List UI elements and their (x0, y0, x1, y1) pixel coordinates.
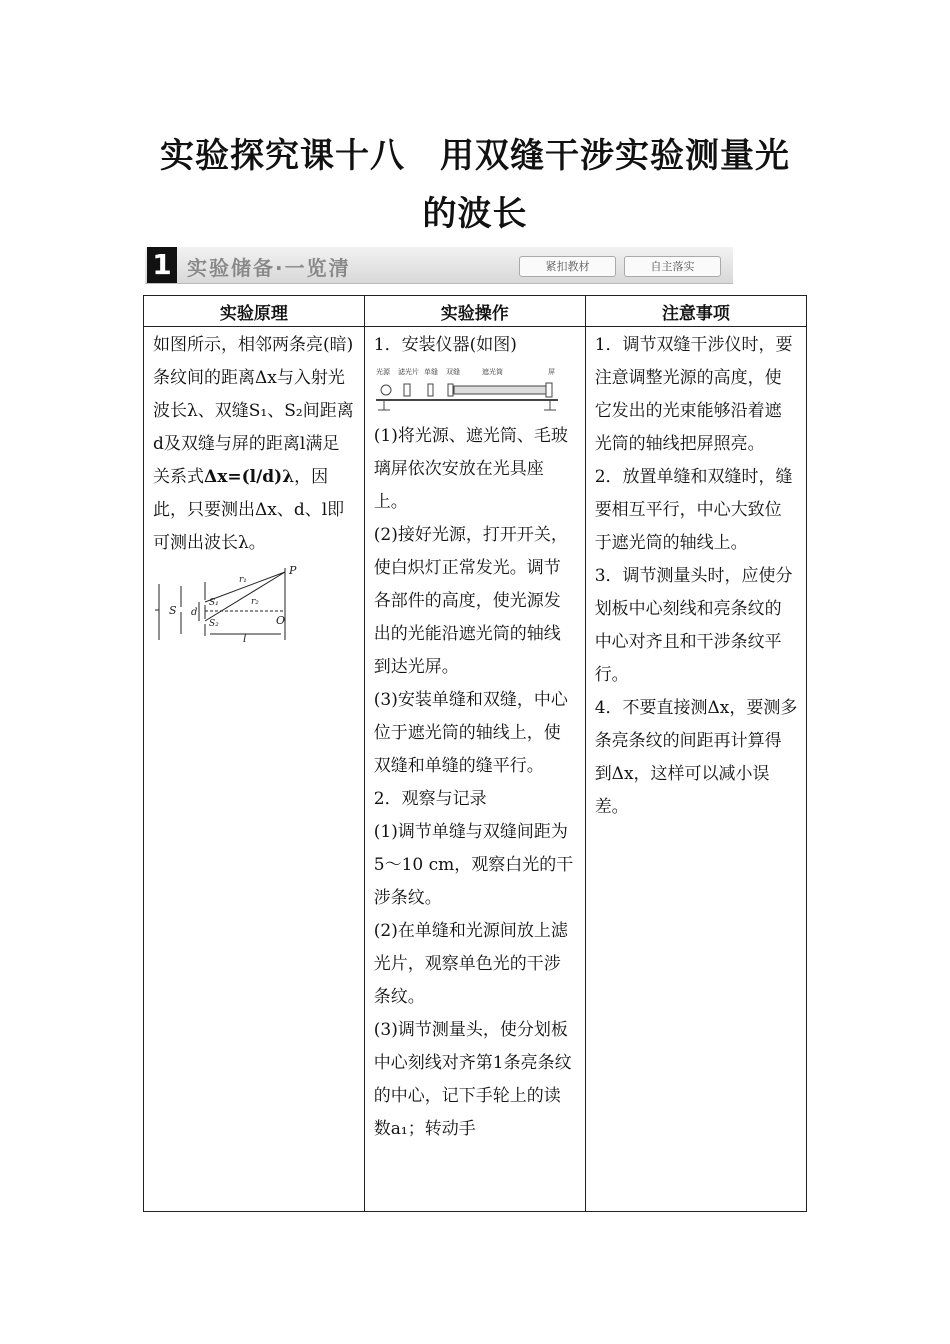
page-title-line2: 的波长 (422, 194, 528, 234)
table-row (144, 327, 807, 1212)
label-r1: r₁ (239, 575, 247, 585)
operation-cell (364, 327, 585, 1212)
note-item: 4．不要直接测Δx，要测多条亮条纹的间距再计算得到Δx，这样可以减小误差。 (594, 698, 798, 817)
experiment-table (143, 295, 807, 1212)
header-operation: 实验操作 (364, 296, 585, 327)
principle-text-b: ，因此，只要测出Δx、d、l即可测出波长λ。 (153, 467, 345, 553)
operation-line: 1．安装仪器(如图) (373, 335, 517, 355)
apparatus-label-filter: 滤光片 (397, 368, 419, 376)
operation-line: (1)将光源、遮光筒、毛玻璃屏依次安放在光具座上。 (373, 426, 568, 512)
label-O: O (276, 614, 286, 627)
operation-line: (3)调节测量头，使分划板中心刻线对齐第1条亮条纹的中心，记下手轮上的读数a₁；转动手 (373, 1020, 572, 1139)
apparatus-diagram (374, 366, 560, 414)
apparatus-label-light: 光源 (375, 368, 390, 376)
header-principle: 实验原理 (144, 296, 365, 327)
operation-line: (3)安装单缝和双缝，中心位于遮光筒的轴线上，使双缝和单缝的缝平行。 (373, 690, 568, 776)
operation-line: 2．观察与记录 (373, 789, 487, 809)
section-title: 实验储备·一览清 (187, 256, 351, 280)
principle-text-a: 如图所示，相邻两条亮(暗)条纹间的距离Δx与入射光波长λ、双缝S₁、S₂间距离d及双缝与屏的距离l满足关系式 (153, 335, 354, 487)
tag-textbook-button[interactable]: 紧扣教材 (519, 256, 616, 277)
principle-cell (144, 327, 365, 1212)
operation-line: (1)调节单缝与双缝间距为5～10 cm，观察白光的干涉条纹。 (373, 822, 574, 908)
label-r2: r₂ (251, 597, 259, 607)
apparatus-label-single: 单缝 (423, 368, 438, 376)
apparatus-label-double: 双缝 (445, 368, 460, 376)
apparatus-label-tube: 遮光筒 (481, 368, 503, 376)
double-slit-diagram (153, 564, 303, 644)
operation-line: (2)在单缝和光源间放上滤光片，观察单色光的干涉条纹。 (373, 921, 568, 1007)
label-l: l (243, 632, 247, 644)
label-S: S (169, 604, 177, 617)
note-item: 1．调节双缝干涉仪时，要注意调整光源的高度，使它发出的光束能够沿着遮光筒的轴线把屏照亮。 (594, 335, 793, 454)
tag-self-study-button[interactable]: 自主落实 (624, 256, 721, 277)
notes-cell (585, 327, 806, 1212)
apparatus-label-screen: 屏 (547, 368, 555, 376)
table-header-row (144, 296, 807, 327)
note-item: 2．放置单缝和双缝时，缝要相互平行，中心大致位于遮光筒的轴线上。 (594, 467, 793, 553)
page-title-line1: 实验探究课十八 用双缝干涉实验测量光 (160, 136, 790, 176)
principle-text (153, 329, 356, 560)
header-notes: 注意事项 (585, 296, 806, 327)
note-item: 3．调节测量头时，应使分划板中心刻线和亮条纹的中心对齐且和干涉条纹平行。 (594, 566, 793, 685)
principle-formula: Δx=(l/d)λ (204, 467, 295, 487)
label-d: d (191, 607, 198, 618)
section-number: 1 (147, 247, 177, 283)
operation-line: (2)接好光源，打开开关，使白炽灯正常发光。调节各部件的高度，使光源发出的光能沿遮光筒的轴线到达光屏。 (373, 525, 568, 677)
label-P: P (289, 564, 297, 577)
label-S1: S₁ (209, 598, 219, 608)
label-S2: S₂ (209, 619, 219, 629)
section-banner (145, 247, 733, 284)
